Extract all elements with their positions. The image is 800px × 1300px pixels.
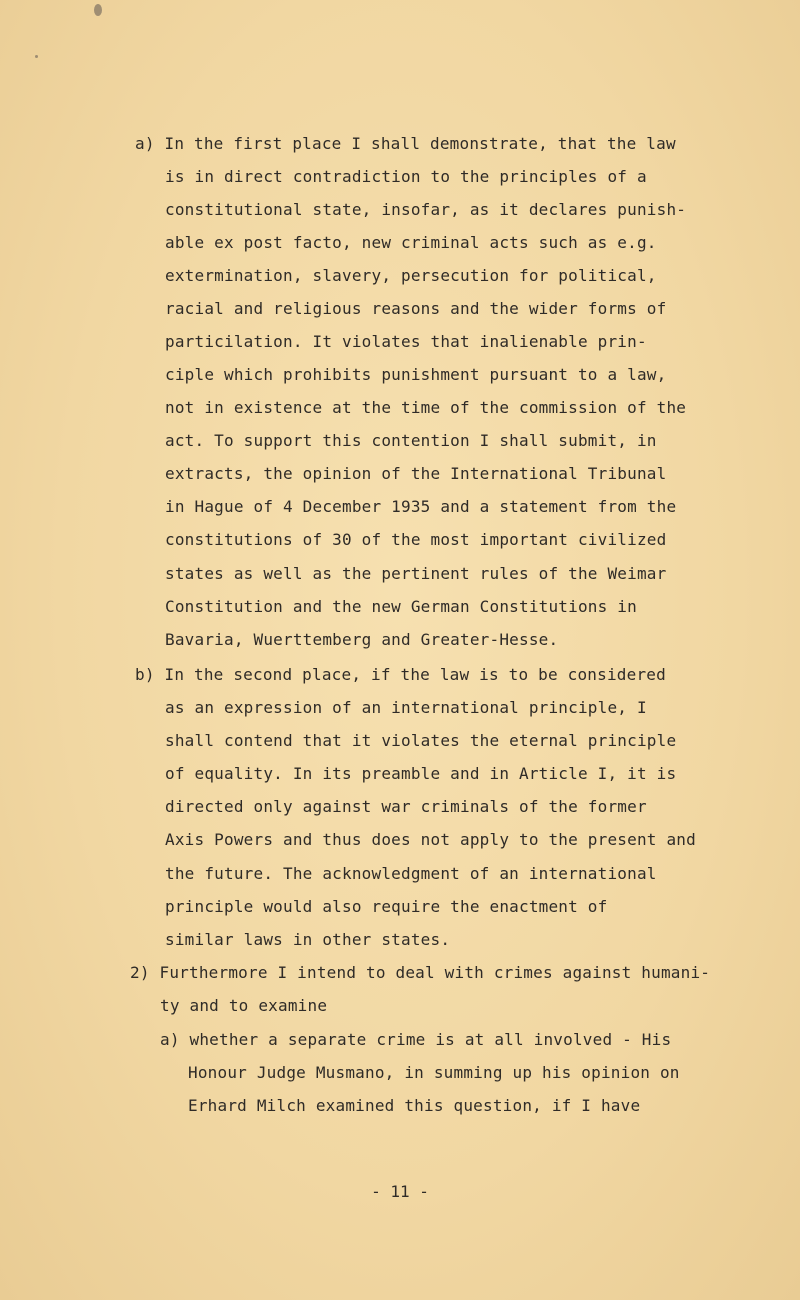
text-line: ciple which prohibits punishment pursuant to a law,	[165, 365, 667, 384]
text-line: racial and religious reasons and the wider forms of	[165, 299, 667, 318]
text-line: in Hague of 4 December 1935 and a statement from the	[165, 497, 677, 516]
text-line: 2) Furthermore I intend to deal with crimes against humani-	[130, 963, 711, 982]
text-line: act. To support this contention I shall submit, in	[165, 431, 657, 450]
text-line: Bavaria, Wuerttemberg and Greater-Hesse.	[165, 630, 559, 649]
text-line: not in existence at the time of the commission of the	[165, 398, 687, 417]
text-line: shall contend that it violates the eternal principle	[165, 731, 677, 750]
text-line: Erhard Milch examined this question, if I have	[188, 1096, 641, 1115]
text-line: principle would also require the enactment of	[165, 897, 608, 916]
text-line: directed only against war criminals of the former	[165, 797, 647, 816]
text-line: extracts, the opinion of the International Tribunal	[165, 464, 667, 483]
text-line: a) In the first place I shall demonstrate, that the law	[135, 134, 676, 153]
text-line: Honour Judge Musmano, in summing up his opinion on	[188, 1063, 680, 1082]
text-line: as an expression of an international principle, I	[165, 698, 647, 717]
text-line: a) whether a separate crime is at all involved - His	[160, 1030, 672, 1049]
text-line: Constitution and the new German Constitutions in	[165, 597, 637, 616]
text-line: of equality. In its preamble and in Article I, it is	[165, 764, 677, 783]
text-line: ty and to examine	[160, 996, 328, 1015]
text-line: extermination, slavery, persecution for political,	[165, 266, 657, 285]
text-line: Axis Powers and thus does not apply to the present and	[165, 830, 696, 849]
text-line: states as well as the pertinent rules of the Weimar	[165, 564, 667, 583]
text-line: is in direct contradiction to the principles of a	[165, 167, 647, 186]
paper-speck	[94, 4, 102, 16]
page-number: - 11 -	[371, 1182, 429, 1201]
text-line: constitutions of 30 of the most important civilized	[165, 530, 667, 549]
text-line: constitutional state, insofar, as it declares punish-	[165, 200, 687, 219]
text-line: able ex post facto, new criminal acts such as e.g.	[165, 233, 657, 252]
paper-speck	[35, 55, 38, 58]
text-line: the future. The acknowledgment of an international	[165, 864, 657, 883]
text-line: similar laws in other states.	[165, 930, 451, 949]
text-line: b) In the second place, if the law is to be considered	[135, 665, 666, 684]
text-line: particilation. It violates that inalienable prin-	[165, 332, 647, 351]
